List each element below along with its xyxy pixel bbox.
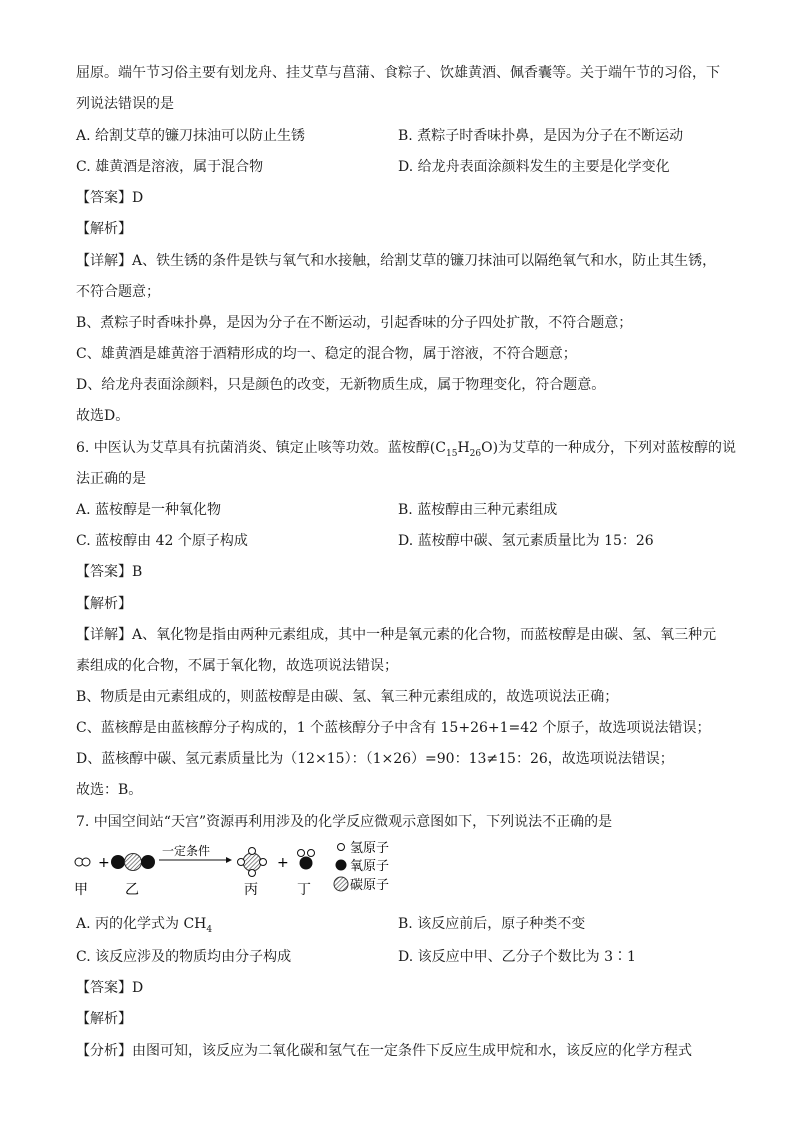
q5-detail-line-5: D、给龙舟表面涂颜料，只是颜色的改变，无新物质生成，属于物理变化，符合题意。 — [76, 377, 606, 393]
q6-detail-line-1: 【详解】A、氧化物是指由两种元素组成，其中一种是氧元素的化合物，而蓝桉醇是由碳、氢、氧三种元 — [76, 627, 717, 643]
q7-analysis-heading: 【解析】 — [76, 1011, 132, 1027]
q6-detail-line-2: 素组成的化合物，不属于氧化物，故选项说法错误； — [76, 658, 398, 674]
q7-stem: 7. 中国空间站“天宫”资源再利用涉及的化学反应微观示意图如下，下列说法不正确的是 — [76, 814, 613, 830]
reaction-diagram — [66, 840, 426, 902]
q6-option-b: B. 蓝桉醇由三种元素组成 — [398, 502, 558, 518]
q7-analysis-line-1: 【分析】由图可知，该反应为二氧化碳和氢气在一定条件下反应生成甲烷和水，该反应的化学方程式 — [76, 1043, 692, 1059]
q7-answer: 【答案】D — [76, 980, 144, 996]
q6-stem-part-1: 6. 中医认为艾草具有抗菌消炎、镇定止咳等功效。蓝桉醇(C — [76, 440, 446, 456]
q6-detail-line-5: D、蓝核醇中碳、氢元素质量比为（12×15）：（1×26）=90：13≠15：26，故选项说法错误； — [76, 751, 674, 767]
q6-detail-line-4: C、蓝核醇是由蓝核醇分子构成的，1 个蓝核醇分子中含有 15+26+1=42 个原子，故选项说法错误； — [76, 720, 711, 736]
molecule-bing-ch4 — [238, 848, 267, 877]
q5-analysis-heading: 【解析】 — [76, 221, 132, 237]
q5-conclusion: 故选D。 — [76, 408, 130, 424]
q7-option-a — [76, 914, 212, 940]
q5-option-b: B. 煮粽子时香味扑鼻，是因为分子在不断运动 — [398, 128, 684, 144]
q5-option-c: C. 雄黄酒是溶液，属于混合物 — [76, 159, 264, 175]
q7-option-b: B. 该反应前后，原子种类不变 — [398, 916, 586, 932]
plus-sign-left: + — [98, 855, 110, 871]
q5-detail-line-4: C、雄黄酒是雄黄溶于酒精形成的均一、稳定的混合物，属于溶液，不符合题意； — [76, 346, 577, 362]
diagram-legend — [334, 841, 389, 893]
molecule-jia-h2 — [75, 858, 90, 866]
legend-hydrogen: 氢原子 — [350, 841, 390, 856]
q5-stem-line-1: 屈原。端午节习俗主要有划龙舟、挂艾草与菖蒲、食粽子、饮雄黄酒、佩香囊等。关于端午节的习俗，下 — [76, 65, 720, 81]
legend-carbon: 碳原子 — [350, 878, 390, 893]
q7-option-a-subscript: 4 — [206, 924, 213, 935]
q6-analysis-heading: 【解析】 — [76, 596, 132, 612]
q5-detail-line-2: 不符合题意； — [76, 284, 160, 300]
q6-stem-line-2: 法正确的是 — [76, 471, 146, 487]
label-jia: 甲 — [74, 882, 88, 898]
q6-answer: 【答案】B — [76, 564, 143, 580]
q5-answer: 【答案】D — [76, 190, 144, 206]
q6-subscript-c: 15 — [445, 448, 458, 459]
q6-conclusion: 故选：B。 — [76, 782, 143, 798]
label-ding: 丁 — [297, 882, 311, 898]
reaction-condition: 一定条件 — [162, 844, 211, 858]
label-yi: 乙 — [125, 882, 139, 898]
legend-oxygen: 氧原子 — [350, 859, 390, 874]
q5-detail-line-1: 【详解】A、铁生锈的条件是铁与氧气和水接触，给割艾草的镰刀抹油可以隔绝氧气和水，防止其生锈， — [76, 253, 717, 269]
q6-option-a: A. 蓝桉醇是一种氧化物 — [76, 502, 222, 518]
q6-subscript-h: 26 — [469, 448, 482, 459]
q6-detail-line-3: B、物质是由元素组成的，则蓝桉醇是由碳、氢、氧三种元素组成的，故选项说法正确； — [76, 689, 619, 705]
q6-stem-part-2: O)为艾草的一种成分，下列对蓝桉醇的说 — [481, 440, 737, 456]
molecule-yi-co2 — [111, 854, 155, 871]
q5-stem-line-2: 列说法错误的是 — [76, 96, 174, 112]
q7-option-a-text: A. 丙的化学式为 CH — [76, 916, 207, 932]
q7-option-c: C. 该反应涉及的物质均由分子构成 — [76, 949, 292, 965]
plus-sign-right: + — [277, 855, 289, 871]
q6-stem-line-1 — [76, 438, 736, 464]
label-bing: 丙 — [244, 882, 258, 898]
q6-hydrogen-symbol: H — [457, 440, 470, 456]
q7-option-d: D. 该反应中甲、乙分子个数比为 3∶1 — [398, 949, 636, 965]
molecule-ding-h2o — [298, 850, 315, 870]
q5-detail-line-3: B、煮粽子时香味扑鼻，是因为分子在不断运动，引起香味的分子四处扩散，不符合题意； — [76, 315, 633, 331]
q5-option-d: D. 给龙舟表面涂颜料发生的主要是化学变化 — [398, 159, 670, 175]
q5-option-a: A. 给割艾草的镰刀抹油可以防止生锈 — [76, 128, 306, 144]
q6-option-d: D. 蓝桉醇中碳、氢元素质量比为 15：26 — [398, 533, 654, 549]
q6-option-c: C. 蓝桉醇由 42 个原子构成 — [76, 533, 248, 549]
